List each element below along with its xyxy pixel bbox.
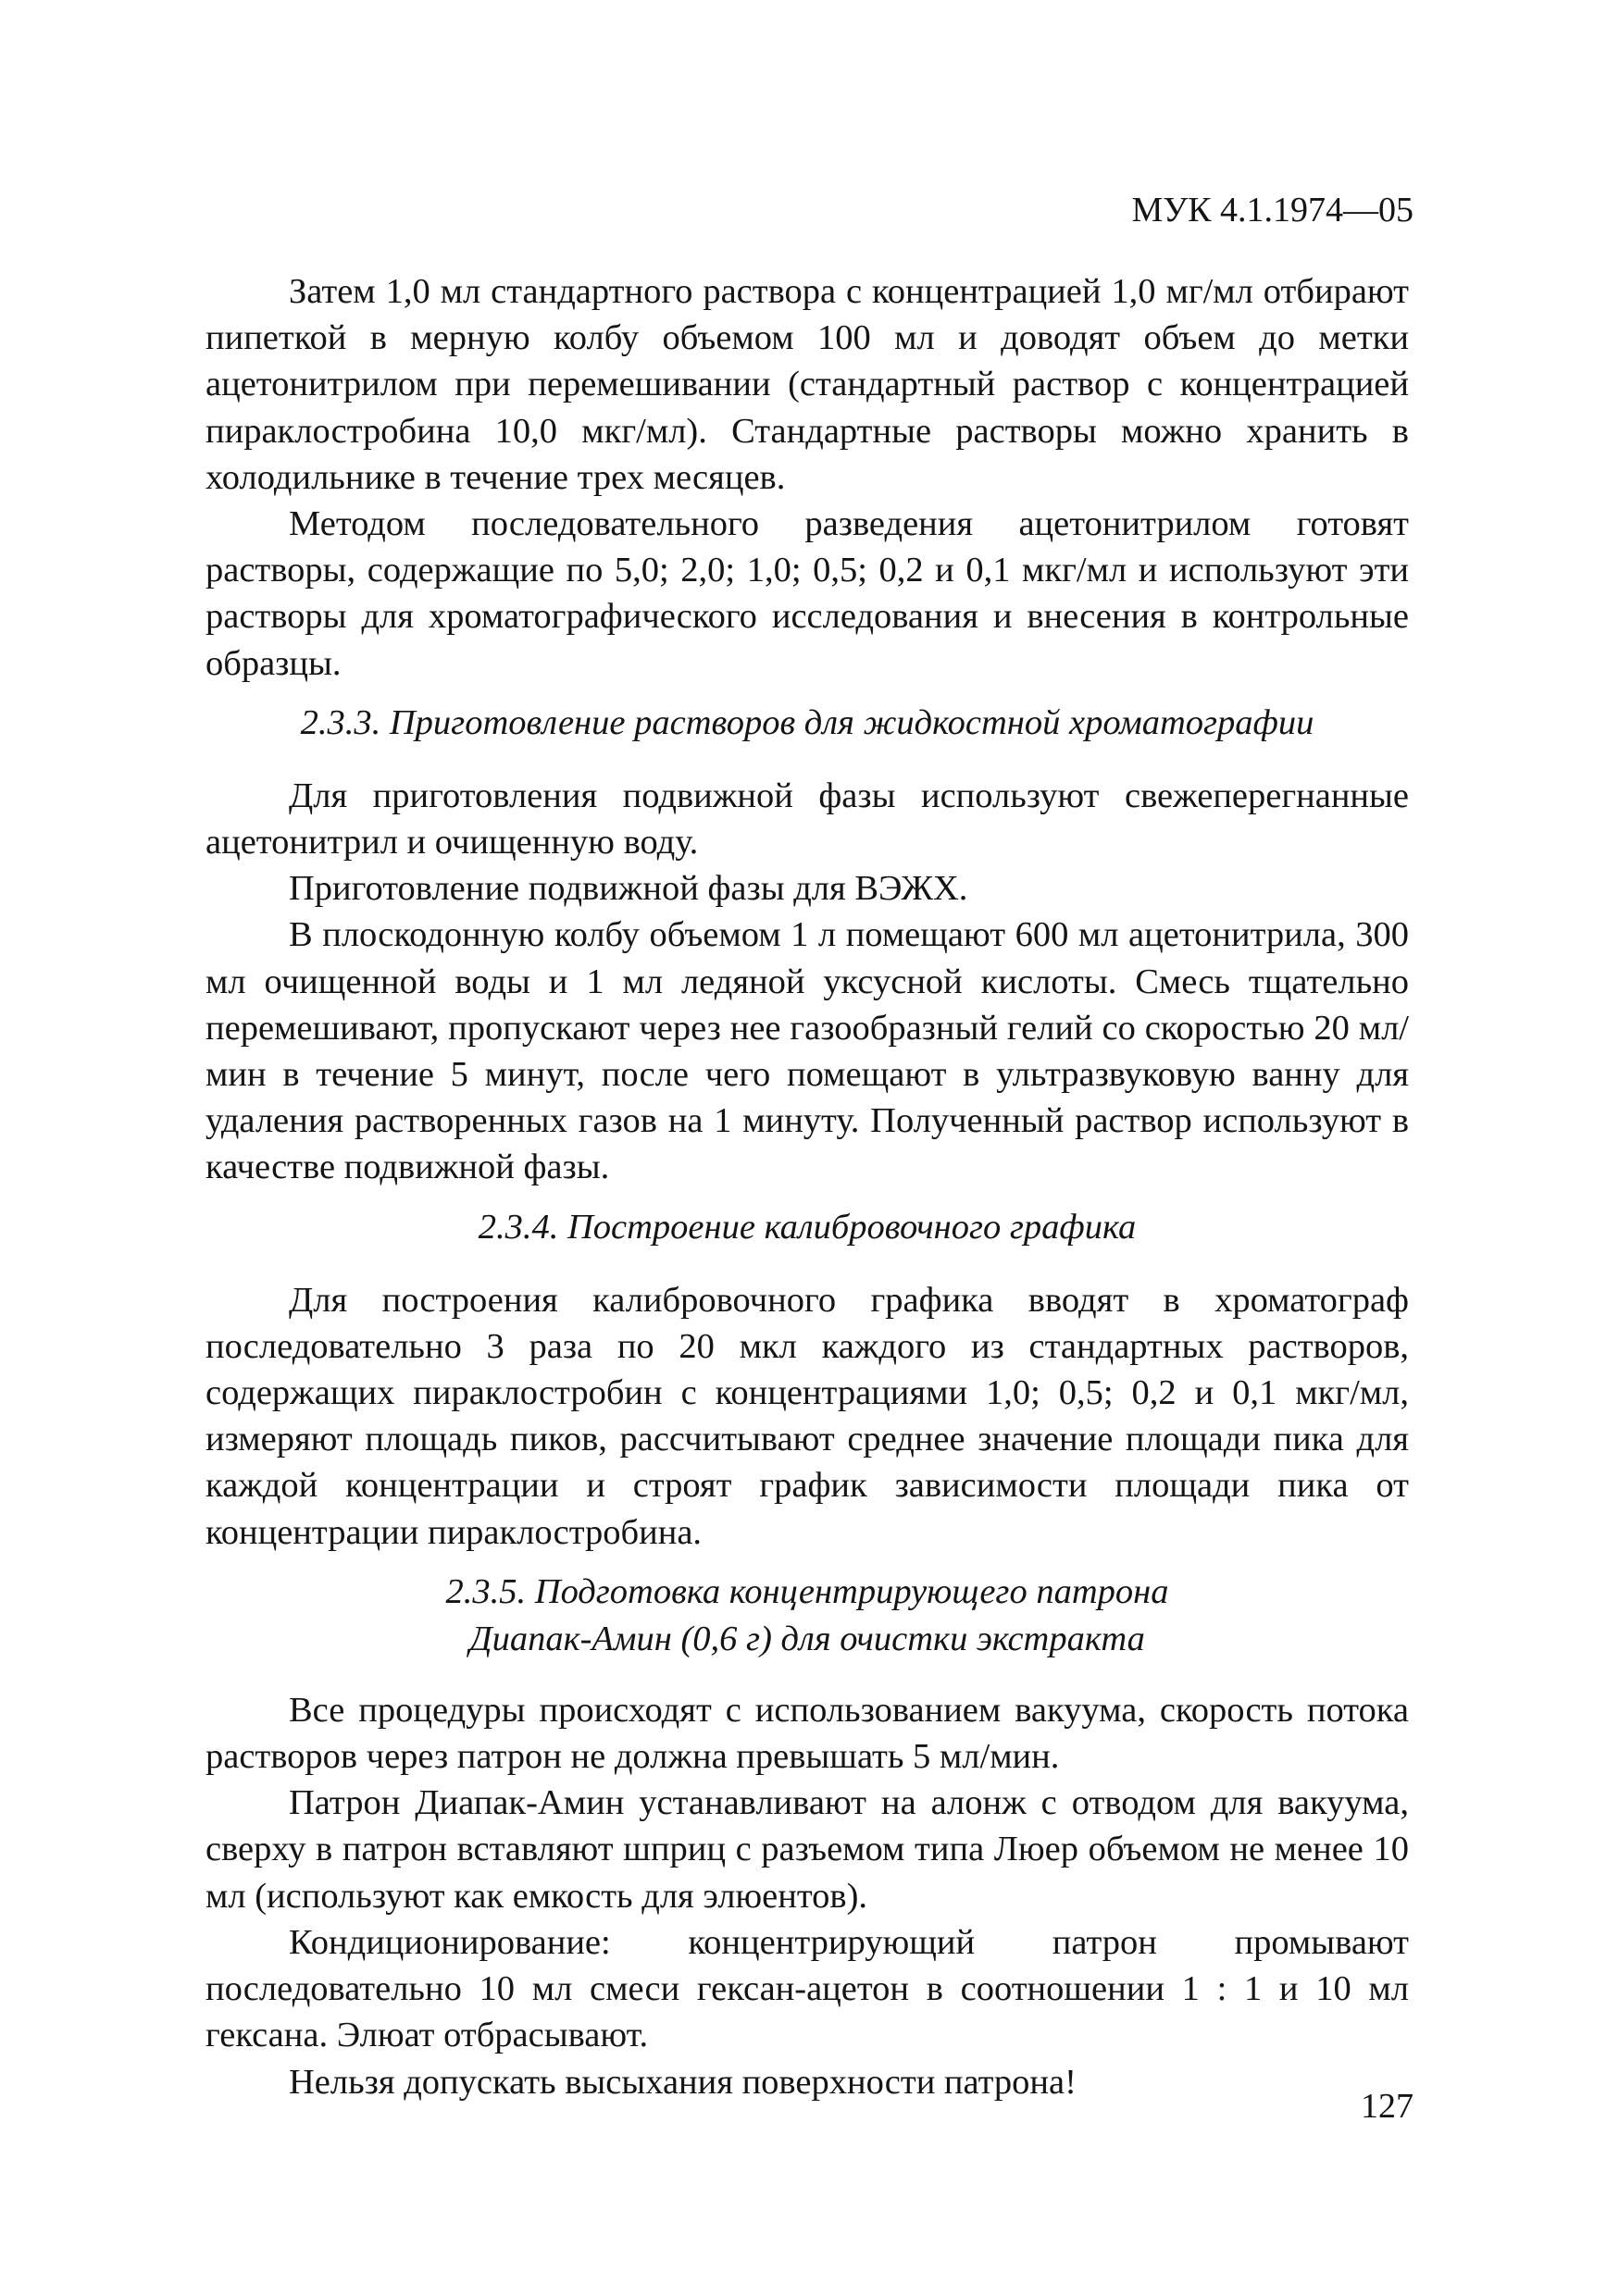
section-heading-2-3-5	[205, 1569, 1409, 1663]
running-header-document-code: МУК 4.1.1974—05	[1131, 191, 1414, 230]
paragraph-mobile-phase-title: Приготовление подвижной фазы для ВЭЖХ.	[289, 869, 968, 909]
paragraph-vacuum-procedures: Все процедуры происходят с использованием вакуума, скорость потока растворов через патрон не должна превышать 5 мл/мин.	[205, 1690, 1409, 1777]
paragraph-standard-solution-dilution: Затем 1,0 мл стандартного раствора с концентрацией 1,0 мг/мл отбирают пипеткой в мерную колбу объемом 100 мл и доводят объем до метки ацетонитрилом при перемешивании (стандартный раствор с концентрацией пираклостробина 10,0 мкг/мл). Стандартные растворы можно хранить в холодильнике в течение трех месяцев.	[205, 272, 1409, 497]
section-heading-2-3-4: 2.3.4. Построение калибровочного графика	[478, 1207, 1137, 1247]
page-number: 127	[1361, 2087, 1414, 2126]
section-heading-2-3-3: 2.3.3. Приготовление растворов для жидкостной хроматографии	[300, 702, 1314, 742]
paragraph-warning-drying: Нельзя допускать высыхания поверхности патрона!	[289, 2062, 1077, 2102]
section-heading-2-3-5-line-2: Диапак-Амин (0,6 г) для очистки экстракта	[469, 1619, 1145, 1658]
paragraph-conditioning: Кондиционирование: концентрирующий патрон промывают последовательно 10 мл смеси гексан-ацетон в соотношении 1 : 1 и 10 мл гексана. Элюат отбрасывают.	[205, 1922, 1409, 2055]
paragraph-serial-dilution: Методом последовательного разведения ацетонитрилом готовят растворы, содержащие по 5,0; 2,0; 1,0; 0,5; 0,2 и 0,1 мкг/мл и используют эти растворы для хроматографического исследования и внесения в контрольные образцы.	[205, 504, 1409, 683]
paragraph-mobile-phase-procedure: В плоскодонную колбу объемом 1 л помещают 600 мл ацетонитрила, 300 мл очищенной воды и 1 мл ледяной уксусной кислоты. Смесь тщательно перемешивают, пропускают через нее газообразный гелий со скоростью 20 мл/мин в течение 5 минут, после чего помещают в ультразвуковую ванну для удаления растворенных газов на 1 минуту. Полученный раствор используют в качестве подвижной фазы.	[205, 915, 1409, 1187]
section-heading-2-3-5-line-1: 2.3.5. Подготовка концентрирующего патрона	[445, 1571, 1169, 1611]
paragraph-calibration-procedure: Для построения калибровочного графика вводят в хроматограф последовательно 3 раза по 20 мкл каждого из стандартных растворов, содержащих пираклостробин с концентрациями 1,0; 0,5; 0,2 и 0,1 мкг/мл, измеряют площадь пиков, рассчитывают среднее значение площади пика для каждой концентрации и строят график зависимости площади пика от концентрации пираклостробина.	[205, 1280, 1409, 1552]
paragraph-mobile-phase-materials: Для приготовления подвижной фазы используют свежеперегнанные ацетонитрил и очищенную воду.	[205, 776, 1409, 863]
page-body	[205, 268, 1409, 2105]
paragraph-cartridge-setup: Патрон Диапак-Амин устанавливают на алонж с отводом для вакуума, сверху в патрон вставляют шприц с разъемом типа Люер объемом не менее 10 мл (используют как емкость для элюентов).	[205, 1783, 1409, 1916]
